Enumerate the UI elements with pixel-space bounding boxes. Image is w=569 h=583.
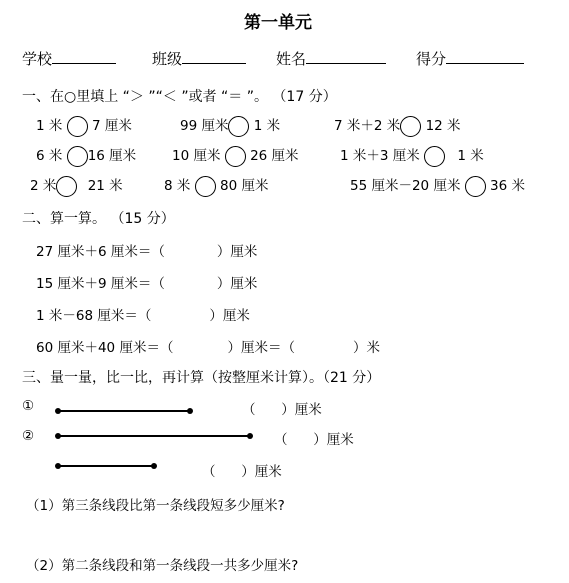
segment-endpoint <box>55 433 61 439</box>
compare-item <box>36 114 132 137</box>
compare-circle[interactable] <box>424 146 445 167</box>
score-field <box>416 48 524 69</box>
class-label: 班级 <box>152 50 183 68</box>
compare-circle[interactable] <box>67 146 88 167</box>
compare-item <box>36 144 136 167</box>
compare-right: 26 厘米 <box>250 148 299 164</box>
compare-left: 10 厘米 <box>172 148 221 164</box>
compare-item <box>350 174 525 197</box>
line-segment-3 <box>58 465 154 467</box>
calc-item <box>36 272 257 292</box>
compare-circle[interactable] <box>400 116 421 137</box>
compare-item <box>180 114 280 137</box>
compare-right: 1 米 <box>253 118 281 134</box>
marker-2: ② <box>22 428 35 444</box>
class-field <box>152 48 246 69</box>
compare-right: 21 米 <box>87 178 123 194</box>
question-2: （2）第二条线段和第一条线段一共多少厘米? <box>26 558 299 574</box>
name-field <box>276 48 386 69</box>
compare-circle[interactable] <box>225 146 246 167</box>
score-label: 得分 <box>416 50 447 68</box>
compare-right: 1 米 <box>457 148 484 164</box>
compare-item <box>334 114 461 137</box>
compare-left: 2 米 <box>30 178 57 194</box>
calc-close: ）厘米 <box>216 276 258 292</box>
page-title: 第一单元 <box>244 13 312 33</box>
compare-left: 7 米＋2 米 <box>334 118 401 134</box>
measure-answer-1[interactable]: （ ）厘米 <box>242 402 322 418</box>
section1-heading: 一、在○里填上 “＞ ”“＜ ”或者 “＝ ”。 （17 分） <box>22 89 337 105</box>
calc-item <box>36 304 250 324</box>
school-label: 学校 <box>22 50 53 68</box>
compare-right: 80 厘米 <box>219 178 269 194</box>
measure-answer-2[interactable]: （ ）厘米 <box>274 432 354 448</box>
compare-item <box>164 174 268 197</box>
segment-endpoint <box>187 408 193 414</box>
compare-left: 1 米＋3 厘米 <box>340 148 420 164</box>
section2-heading: 二、算一算。 （15 分） <box>22 211 175 227</box>
class-blank[interactable] <box>182 50 246 64</box>
compare-circle[interactable] <box>228 116 249 137</box>
compare-circle[interactable] <box>67 116 88 137</box>
calc-item <box>36 240 257 260</box>
calc-close: ）厘米 <box>216 244 258 260</box>
segment-endpoint <box>55 463 61 469</box>
section3-heading: 三、量一量，比一比，再计算（按整厘米计算）。（21 分） <box>22 370 381 386</box>
segment-endpoint <box>151 463 157 469</box>
marker-1: ① <box>22 398 35 414</box>
compare-right: 36 米 <box>490 178 526 194</box>
compare-circle[interactable] <box>465 176 486 197</box>
compare-right: 16 厘米 <box>87 148 137 164</box>
compare-circle[interactable] <box>56 176 77 197</box>
line-segment-1 <box>58 410 190 412</box>
calc-mid: ）厘米＝（ <box>227 340 295 356</box>
compare-circle[interactable] <box>195 176 216 197</box>
compare-left: 6 米 <box>36 148 63 164</box>
calc-expr: 27 厘米＋6 厘米＝（ <box>36 244 165 260</box>
compare-left: 55 厘米－20 厘米 <box>350 178 461 194</box>
compare-right: 12 米 <box>425 118 461 134</box>
calc-expr: 1 米－68 厘米＝（ <box>36 308 152 324</box>
calc-expr: 15 厘米＋9 厘米＝（ <box>36 276 165 292</box>
question-1: （1）第三条线段比第一条线段短多少厘米? <box>26 498 285 514</box>
compare-left: 8 米 <box>164 178 191 194</box>
compare-item <box>172 144 299 167</box>
calc-item <box>36 336 380 356</box>
line-segment-2 <box>58 435 250 437</box>
calc-close: ）米 <box>352 340 380 356</box>
name-blank[interactable] <box>306 50 386 64</box>
segment-endpoint <box>55 408 61 414</box>
header-row <box>22 48 116 69</box>
segment-endpoint <box>247 433 253 439</box>
compare-item <box>30 174 123 197</box>
score-blank[interactable] <box>446 50 524 64</box>
calc-close: ）厘米 <box>209 308 250 324</box>
compare-left: 99 厘米 <box>180 118 229 134</box>
school-blank[interactable] <box>52 50 116 64</box>
compare-right: 7 厘米 <box>91 118 132 134</box>
compare-left: 1 米 <box>36 118 63 134</box>
compare-item <box>340 144 484 167</box>
name-label: 姓名 <box>276 50 307 68</box>
calc-expr: 60 厘米＋40 厘米＝（ <box>36 340 174 356</box>
measure-answer-3[interactable]: （ ）厘米 <box>202 464 282 480</box>
